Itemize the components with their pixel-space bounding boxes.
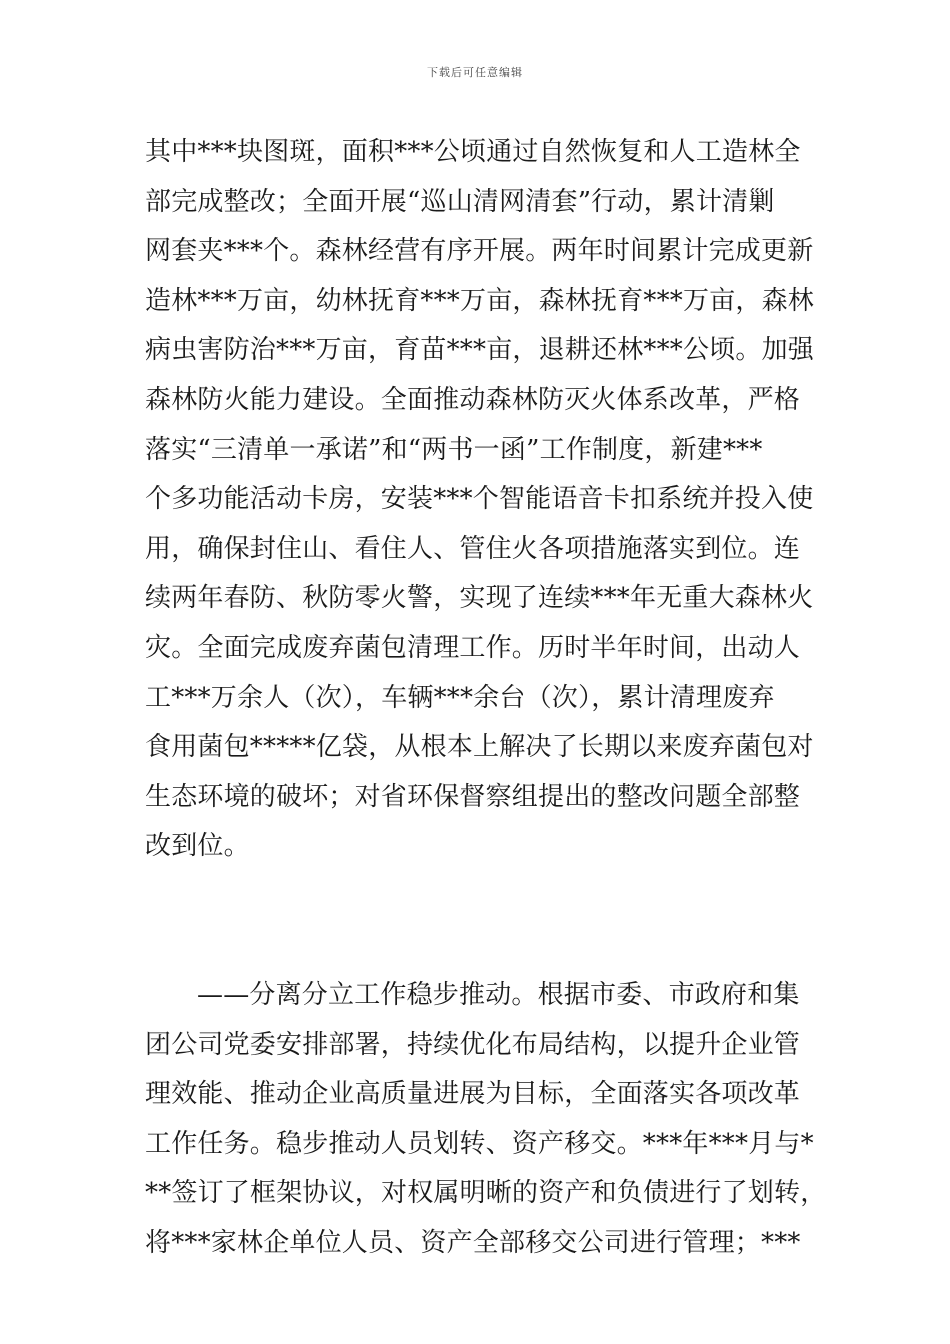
text-line: 其中***块图斑，面积***公顷通过自然恢复和人工造林全 (145, 137, 801, 167)
text-line: 工***万余人（次），车辆***余台（次），累计清理废弃 (145, 682, 775, 713)
document-body (145, 128, 825, 1269)
text-line: 病虫害防治***万亩，育苗***亩，退耕还林***公顷。加强 (145, 335, 815, 366)
text-line: 部完成整改；全面开展“巡山清网清套”行动，累计清剿 (145, 186, 775, 217)
text-line: 落实“三清单一承诺”和“两书一函”工作制度，新建*** (145, 434, 763, 465)
text-line: 团公司党委安排部署，持续优化布局结构，以提升企业管 (145, 1029, 801, 1060)
text-line: 续两年春防、秋防零火警，实现了连续***年无重大森林火 (145, 583, 814, 614)
text-line: 改到位。 (145, 831, 250, 862)
text-line: 用，确保封住山、看住人、管住火各项措施落实到位。连 (145, 533, 801, 564)
text-line: ——分离分立工作稳步推动。根据市委、市政府和集 (197, 980, 800, 1011)
text-line: 个多功能活动卡房，安装***个智能语音卡扣系统并投入使 (145, 484, 814, 515)
text-line: 造林***万亩，幼林抚育***万亩，森林抚育***万亩，森林 (145, 285, 815, 316)
page-header: 下载后可任意编辑 (427, 66, 523, 79)
text-line: 将***家林企单位人员、资产全部移交公司进行管理；*** (145, 1228, 801, 1259)
text-line: 食用菌包*****亿袋，从根本上解决了长期以来废弃菌包对 (145, 732, 814, 763)
paragraph-spacer (145, 872, 825, 922)
text-line: 理效能、推动企业高质量进展为目标，全面落实各项改革 (145, 1079, 801, 1110)
paragraph-1 (145, 128, 825, 872)
text-line: 灾。全面完成废弃菌包清理工作。历时半年时间，出动人 (145, 632, 801, 663)
text-line: 森林防火能力建设。全面推动森林防灭火体系改革，严格 (145, 384, 801, 415)
text-line: **签订了框架协议，对权属明晰的资产和负债进行了划转， (145, 1178, 827, 1209)
text-line: 网套夹***个。森林经营有序开展。两年时间累计完成更新 (145, 236, 814, 267)
paragraph-spacer (145, 922, 825, 972)
text-line: 生态环境的破坏；对省环保督察组提出的整改问题全部整 (145, 781, 801, 812)
paragraph-2 (145, 971, 825, 1269)
text-line: 工作任务。稳步推动人员划转、资产移交。***年***月与* (145, 1128, 814, 1159)
